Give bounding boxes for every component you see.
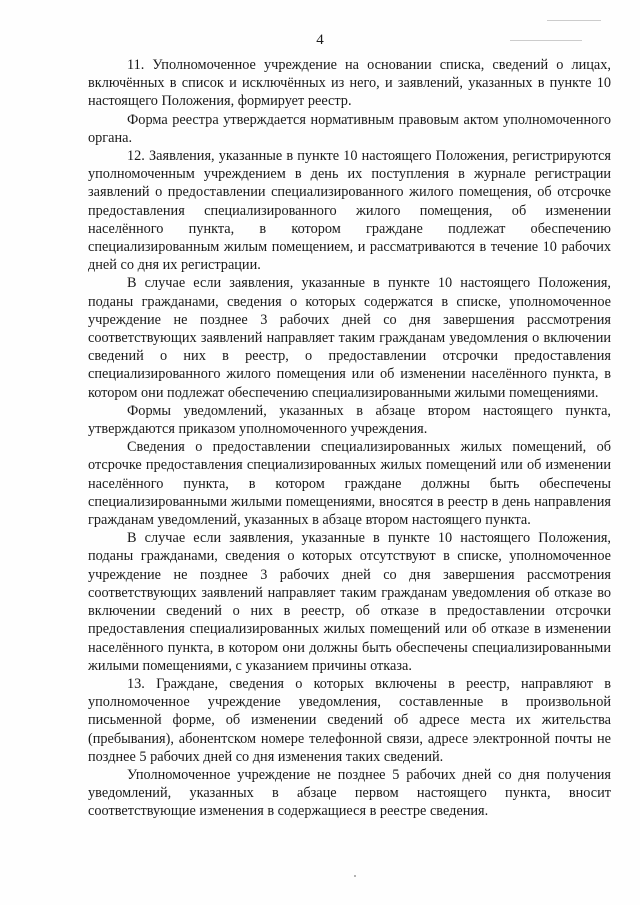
document-body xyxy=(88,56,611,821)
paragraph-registry-entry: Сведения о предоставлении специализированных жилых помещений, об отсрочке предоставления специализированных жилых помещений или об изменении населённого пункта, в котором граждане должны быть обеспечены специализированными жилыми помещениями, вносятся в реестр в день направления гражданам уведомлений, указанных в абзаце втором настоящего пункта. xyxy=(88,439,611,529)
scan-speck xyxy=(354,875,356,877)
paragraph-notifications-refusal: В случае если заявления, указанные в пункте 10 настоящего Положения, поданы гражданами, сведения о которых отсутствуют в списке, уполномоченное учреждение не позднее 3 рабочих дней со дня завершения рассмотрения соответствующих заявлений направляет таким гражданам уведомления об отказе во включении сведений о них в реестр, об отказе в предоставлении отсрочки предоставления специализированных жилых помещений или об отказе в изменении населённого пункта, в котором они должны быть обеспечены специализированными жилыми помещениями, с указанием причины отказа. xyxy=(88,530,611,674)
paragraph-13: 13. Граждане, сведения о которых включены в реестр, направляют в уполномоченное учреждение уведомления, составленные в произвольной письменной форме, об изменении сведений об адресе места их жительства (пребывания), абонентском номере телефонной связи, адресе электронной почты не позднее 5 рабочих дней со дня изменения таких сведений. xyxy=(88,675,611,765)
paragraph-notification-forms: Формы уведомлений, указанных в абзаце втором настоящего пункта, утверждаются приказом уполномоченного учреждения. xyxy=(88,402,611,438)
scan-artifact-line xyxy=(547,20,601,21)
paragraph-12: 12. Заявления, указанные в пункте 10 настоящего Положения, регистрируются уполномоченным учреждением в день их поступления в журнале регистрации заявлений о предоставлении специализированного жилого помещения, об отсрочке предоставления специализированного жилого помещения, об изменении населённого пункта, в котором граждане подлежат обеспечению специализированным жилым помещением, и рассматриваются в течение 10 рабочих дней со дня их регистрации. xyxy=(88,148,611,274)
paragraph-registry-changes: Уполномоченное учреждение не позднее 5 рабочих дней со дня получения уведомлений, указанных в абзаце первом настоящего пункта, вносит соответствующие изменения в содержащиеся в реестре сведения. xyxy=(88,766,611,820)
paragraph-registry-form: Форма реестра утверждается нормативным правовым актом уполномоченного органа. xyxy=(88,111,611,146)
paragraph-notifications-included: В случае если заявления, указанные в пункте 10 настоящего Положения, поданы гражданами, сведения о которых содержатся в списке, уполномоченное учреждение не позднее 3 рабочих дней со дня завершения рассмотрения соответствующих заявлений направляет таким гражданам уведомления о включении сведений о них в реестр, о предоставлении отсрочки предоставления специализированного жилого помещения или об изменении населённого пункта, в котором они подлежат обеспечению специализированными жилыми помещениями. xyxy=(88,275,611,401)
paragraph-11: 11. Уполномоченное учреждение на основании списка, сведений о лицах, включённых в список и исключённых из него, и заявлений, указанных в пункте 10 настоящего Положения, формирует реестр. xyxy=(88,57,611,110)
page-number: 4 xyxy=(316,32,324,48)
